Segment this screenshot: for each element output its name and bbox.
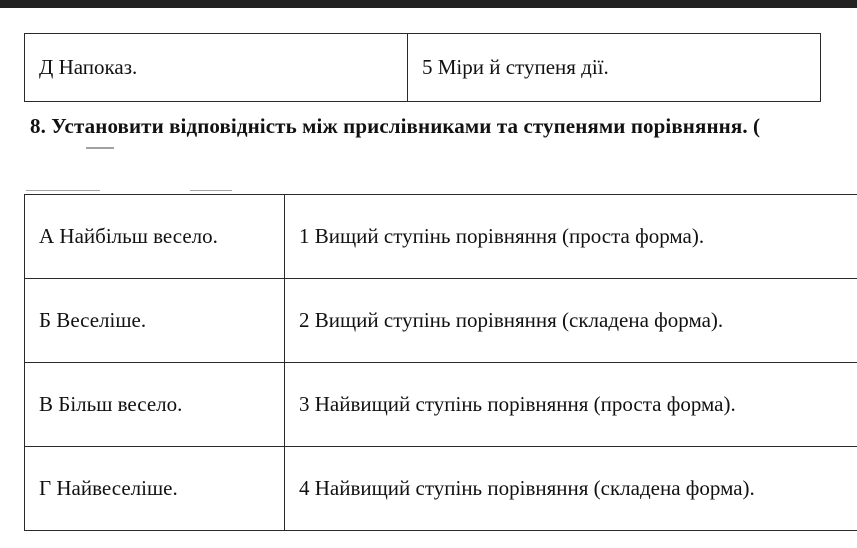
previous-matching-table xyxy=(24,33,821,102)
matching-table xyxy=(24,194,857,531)
scan-mark xyxy=(190,190,232,191)
degree-cell: 3 Найвищий ступінь порівняння (проста форма). xyxy=(285,363,857,447)
degree-cell: 4 Найвищий ступінь порівняння (складена форма). xyxy=(285,447,857,531)
adverb-cell: Б Веселіше. xyxy=(25,279,285,363)
adverb-cell: Г Найвеселіше. xyxy=(25,447,285,531)
degree-cell: 1 Вищий ступінь порівняння (проста форма). xyxy=(285,195,857,279)
top-dark-bar xyxy=(0,0,857,8)
option-letter-cell: Д Напоказ. xyxy=(25,34,408,102)
option-number-cell: 5 Міри й ступеня дії. xyxy=(408,34,821,102)
table-row xyxy=(25,447,857,531)
scan-mark xyxy=(86,147,114,149)
table-row xyxy=(25,363,857,447)
adverb-cell: А Найбільш весело. xyxy=(25,195,285,279)
question-heading: 8. Установити відповідність між прислівниками та ступенями порівняння. ( xyxy=(30,114,761,138)
adverb-cell: В Більш весело. xyxy=(25,363,285,447)
table-row xyxy=(25,195,857,279)
table-row xyxy=(25,34,821,102)
degree-cell: 2 Вищий ступінь порівняння (складена форма). xyxy=(285,279,857,363)
table-row xyxy=(25,279,857,363)
scan-mark xyxy=(26,190,100,191)
